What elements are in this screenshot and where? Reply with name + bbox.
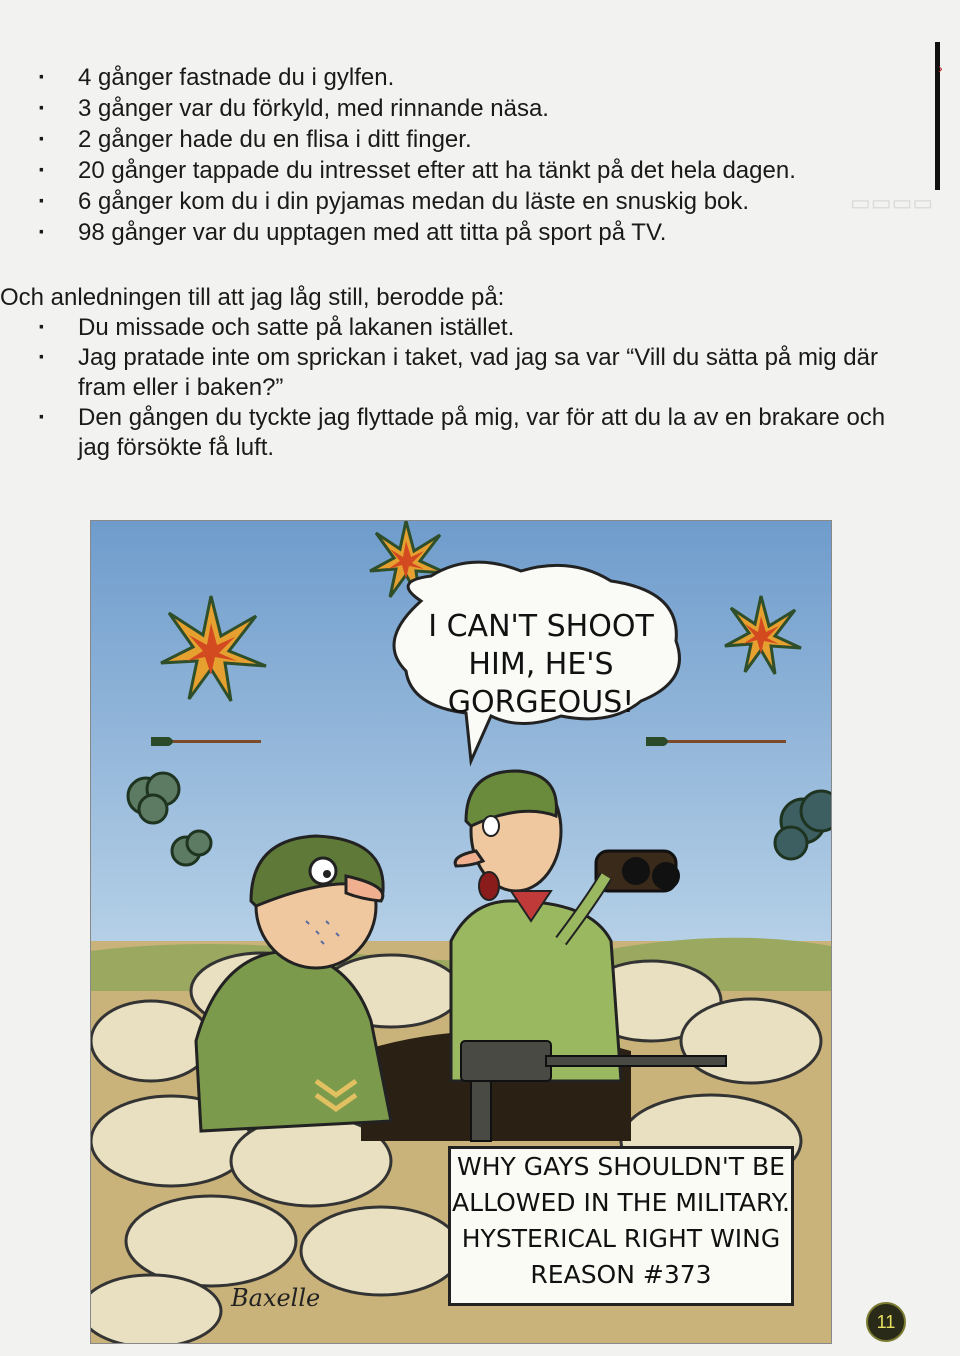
intro-text: Och anledningen till att jag låg still, berodde på:	[0, 284, 505, 311]
page-edge-mark: ›	[938, 60, 943, 76]
list-item: · 20 gånger tappade du intresset efter att ha tänkt på det hela dagen.	[38, 155, 918, 186]
list-item: · 4 gånger fastnade du i gylfen.	[38, 62, 918, 93]
list-item: · Du missade och satte på lakanen istället.	[38, 313, 918, 343]
caption-line: REASON #373	[530, 1260, 712, 1289]
list-item: · 98 gånger var du upptagen med att titta på sport på TV.	[38, 217, 918, 248]
list-item: · Jag pratade inte om sprickan i taket, vad jag sa var “Vill du sätta på mig där fram eller i baken?”	[38, 343, 918, 403]
list-item: · 6 gånger kom du i din pyjamas medan du läste en snuskig bok.	[38, 186, 918, 217]
caption-line: ALLOWED IN THE MILITARY.	[452, 1188, 790, 1217]
show-through-text: ▭▭▭▭	[850, 190, 934, 215]
caption-line: HYSTERICAL RIGHT WING	[461, 1224, 781, 1253]
list-item: · 2 gånger hade du en flisa i ditt finger.	[38, 124, 918, 155]
bubble-line: I CAN'T SHOOT	[428, 609, 654, 644]
bubble-line: HIM, HE'S	[468, 647, 614, 682]
cartoon-caption	[448, 1146, 794, 1306]
reasons-list	[38, 313, 918, 463]
bubble-line: GORGEOUS!	[447, 685, 635, 720]
count-list	[38, 62, 918, 248]
caption-line: WHY GAYS SHOULDN'T BE	[457, 1152, 785, 1181]
artist-signature: Baxelle	[231, 1284, 321, 1312]
list-item: · 3 gånger var du förkyld, med rinnande näsa.	[38, 93, 918, 124]
list-item: · Den gången du tyckte jag flyttade på mig, var för att du la av en brakare och jag försökte få luft.	[38, 403, 918, 463]
page-number: 11	[866, 1302, 906, 1342]
